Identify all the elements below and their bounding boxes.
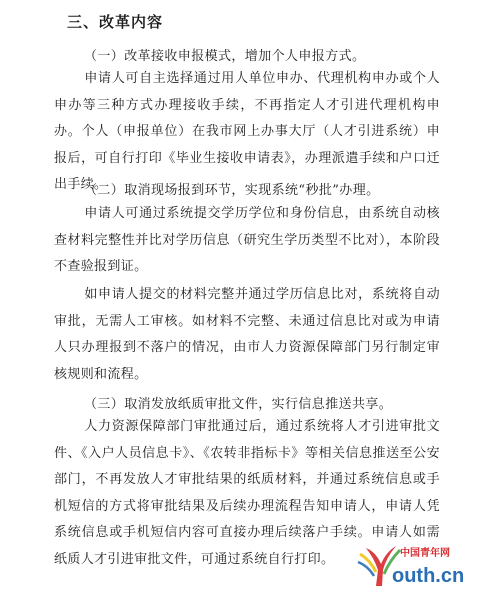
paragraph-2-2-text: 如申请人提交的材料完整并通过学历信息比对，系统将自动审批，无需人工审核。如材料不完整、未通过信息比对或为申请人只办理报到不落户的情况，由市人力资源保障部门另行制定审核规则和流程。 [54,287,440,382]
paragraph-2-1-text: 申请人可通过系统提交学历学位和身份信息，由系统自动核查材料完整性并比对学历信息（研究生学历类型不比对），本阶段不查验报到证。 [54,206,440,274]
youth-cn-watermark-logo [356,540,466,592]
watermark-brand-cn: 中国青年网 [400,548,450,559]
paragraph-2-1 [54,201,440,281]
paragraph-2-2 [54,282,440,388]
paragraph-1-1-text: 申请人可自主选择通过用人单位申办、代理机构申办或个人申办等三种方式办理接收手续，不再指定人才引进代理机构申办。个人（申报单位）在我市网上办事大厅（人才引进系统）申报后，可自行打印《毕业生接收申请表》，办理派遣手续和户口迁出手续。 [54,71,440,192]
subsection-title-3: （三）取消发放纸质审批文件，实行信息推送共享。 [84,397,393,412]
subsection-title-1: （一）改革接收申报模式，增加个人申报方式。 [84,49,366,64]
watermark-brand-en: outh.cn [392,565,465,587]
paragraph-3-1-text: 人力资源保障部门审批通过后，通过系统将人才引进审批文件、《入户人员信息卡》、《农转非指标卡》等相关信息推送至公安部门，不再发放人才审批结果的纸质材料，并通过系统信息或手机短信的方式将审批结果及后续办理流程告知申请人，申请人凭系统信息或手机短信内容可直接办理后续落户手续。申请人如需纸质人才引进审批文件，可通过系统自行打印。 [54,419,440,567]
subsection-title-2: （二）取消现场报到环节，实现系统“秒批”办理。 [84,183,380,198]
section-heading: 三、改革内容 [67,13,164,31]
